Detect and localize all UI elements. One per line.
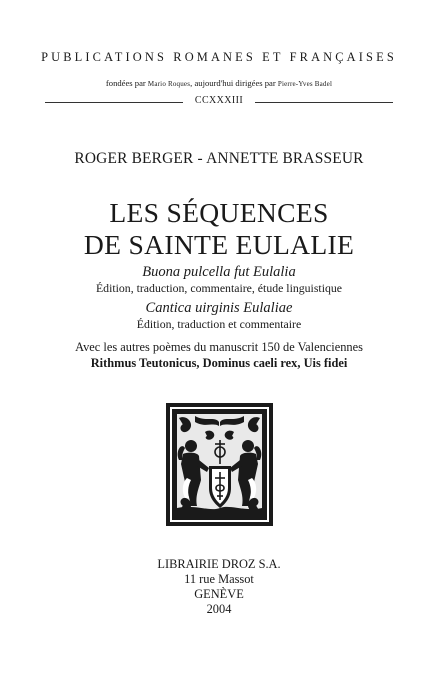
work-2-incipit: Cantica uirginis Eulaliae [145,300,293,316]
founder-name: Mario Roques [147,80,191,88]
publisher-address: 11 rue Massot [184,572,254,586]
title-line-1: LES SÉQUENCES [109,197,329,228]
title-line-2: DE SAINTE EULALIE [83,229,355,260]
series-title: PUBLICATIONS ROMANES ET FRANÇAISES [41,50,397,64]
rule-right-divider [255,102,393,103]
publication-year: 2004 [206,602,232,616]
publisher-city: GENÈVE [194,587,244,601]
additional-poems: Rithmus Teutonicus, Dominus caeli rex, Uis fidei [90,356,348,370]
volume-number: CCXXXIII [194,95,244,106]
authors: ROGER BERGER - ANNETTE BRASSEUR [74,150,364,167]
additional-intro: Avec les autres poèmes du manuscrit 150 de Valenciennes [75,340,363,354]
director-name: Pierre-Yves Badel [277,80,333,88]
rule-left-divider [45,102,183,103]
directed-middle: , aujourd'hui dirigées par [190,78,278,88]
series-editors [0,78,438,88]
work-2-description: Édition, traduction et commentaire [136,317,302,331]
volume-rule [45,95,393,111]
printers-device-woodcut-icon [165,402,274,527]
work-1-description: Édition, traduction, commentaire, étude linguistique [95,281,343,295]
publisher-name: LIBRAIRIE DROZ S.A. [157,557,281,571]
work-1-incipit: Buona pulcella fut Eulalia [142,264,296,280]
founded-prefix: fondées par [105,78,148,88]
